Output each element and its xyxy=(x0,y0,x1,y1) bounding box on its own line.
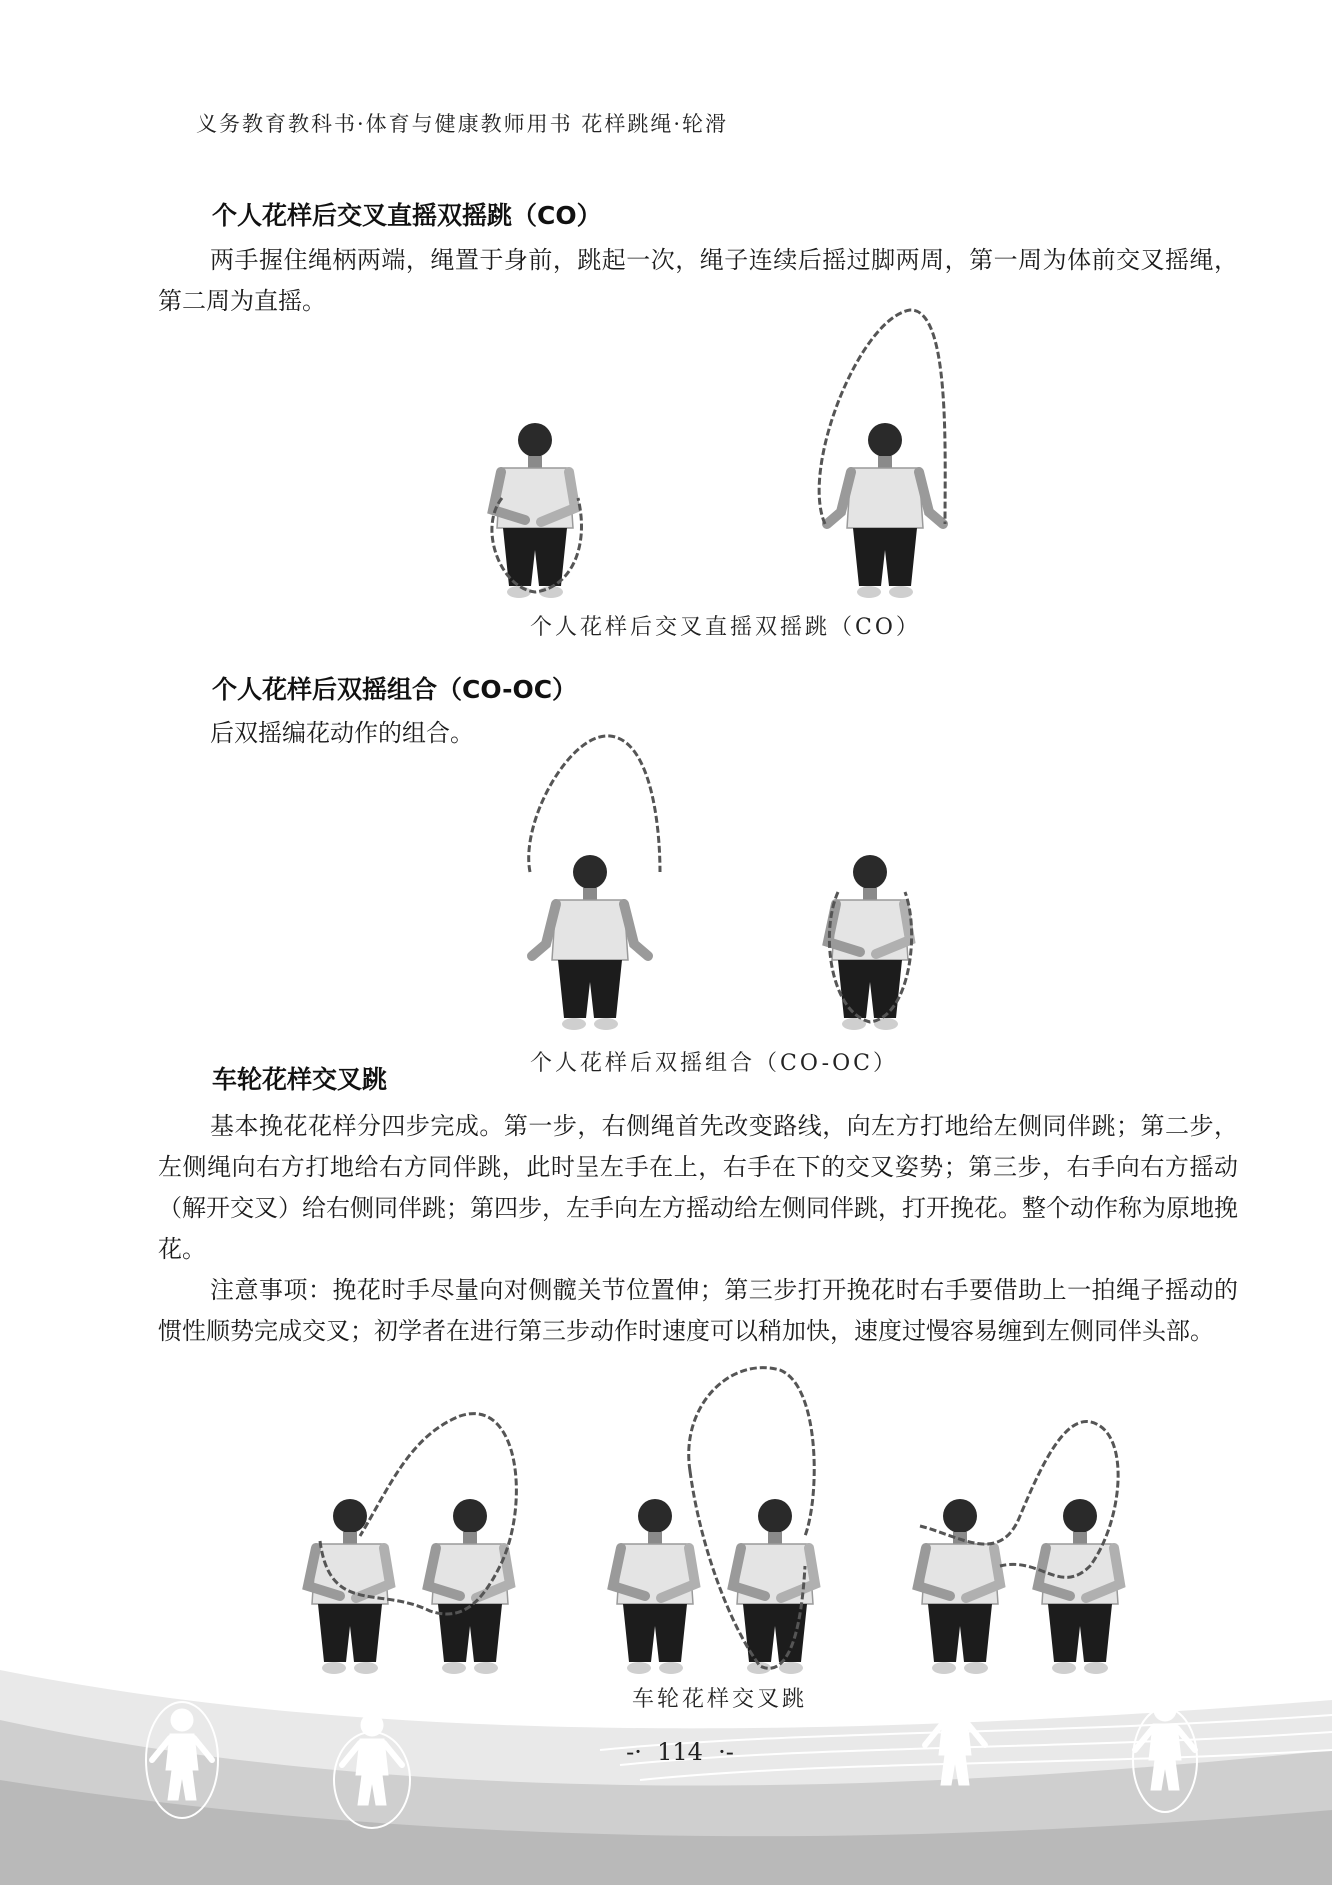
page-number-value: 114 xyxy=(657,1738,703,1766)
figure-caption-co-oc: 个人花样后双摇组合（CO-OC） xyxy=(530,1051,898,1076)
section-heading-co-oc: 个人花样后双摇组合（CO-OC） xyxy=(212,675,578,704)
photo-co-sequence xyxy=(440,298,960,600)
page-number-decor-right: ·- xyxy=(718,1738,734,1766)
paragraph: 后双摇编花动作的组合。 xyxy=(210,719,474,747)
paragraph: 基本挽花花样分四步完成。第一步，右侧绳首先改变路线，向左方打地给左侧同伴跳；第二步，左侧绳向右方打地给右方同伴跳，此时呈左手在上，右手在下的交叉姿势；第三步，右手向右方摇动（解开交叉）给右侧同伴跳；第四步，左手向左方摇动给左侧同伴跳，打开挽花。整个动作称为原地挽花。 xyxy=(158,1112,1238,1263)
rope xyxy=(529,736,660,872)
section-heading-co: 个人花样后交叉直摇双摇跳（CO） xyxy=(212,201,602,230)
jumper-figure xyxy=(532,855,648,1030)
running-head: 义务教育教科书·体育与健康教师用书 花样跳绳·轮滑 xyxy=(196,112,729,136)
photo-wheel-sequence xyxy=(300,1366,1130,1676)
page-number-decor-left: -· xyxy=(626,1738,642,1766)
figure-caption-wheel: 车轮花样交叉跳 xyxy=(632,1687,808,1712)
figure-caption-co: 个人花样后交叉直摇双摇跳（CO） xyxy=(530,615,921,640)
paragraph: 注意事项：挽花时手尽量向对侧髋关节位置伸；第三步打开挽花时右手要借助上一拍绳子摇动的惯性顺势完成交叉；初学者在进行第三步动作时速度可以稍加快，速度过慢容易缠到左侧同伴头部。 xyxy=(158,1276,1238,1345)
section-heading-wheel: 车轮花样交叉跳 xyxy=(212,1065,388,1094)
paragraph: 两手握住绳柄两端，绳置于身前，跳起一次，绳子连续后摇过脚两周，第一周为体前交叉摇绳，第二周为直摇。 xyxy=(158,246,1238,315)
jumper-figure xyxy=(827,423,943,598)
jumper-figure xyxy=(828,855,910,1030)
jumper-figure xyxy=(493,423,575,598)
page-number xyxy=(600,1738,760,1766)
photo-co-oc-sequence xyxy=(500,732,940,1032)
section-body-wheel xyxy=(158,1106,1238,1352)
